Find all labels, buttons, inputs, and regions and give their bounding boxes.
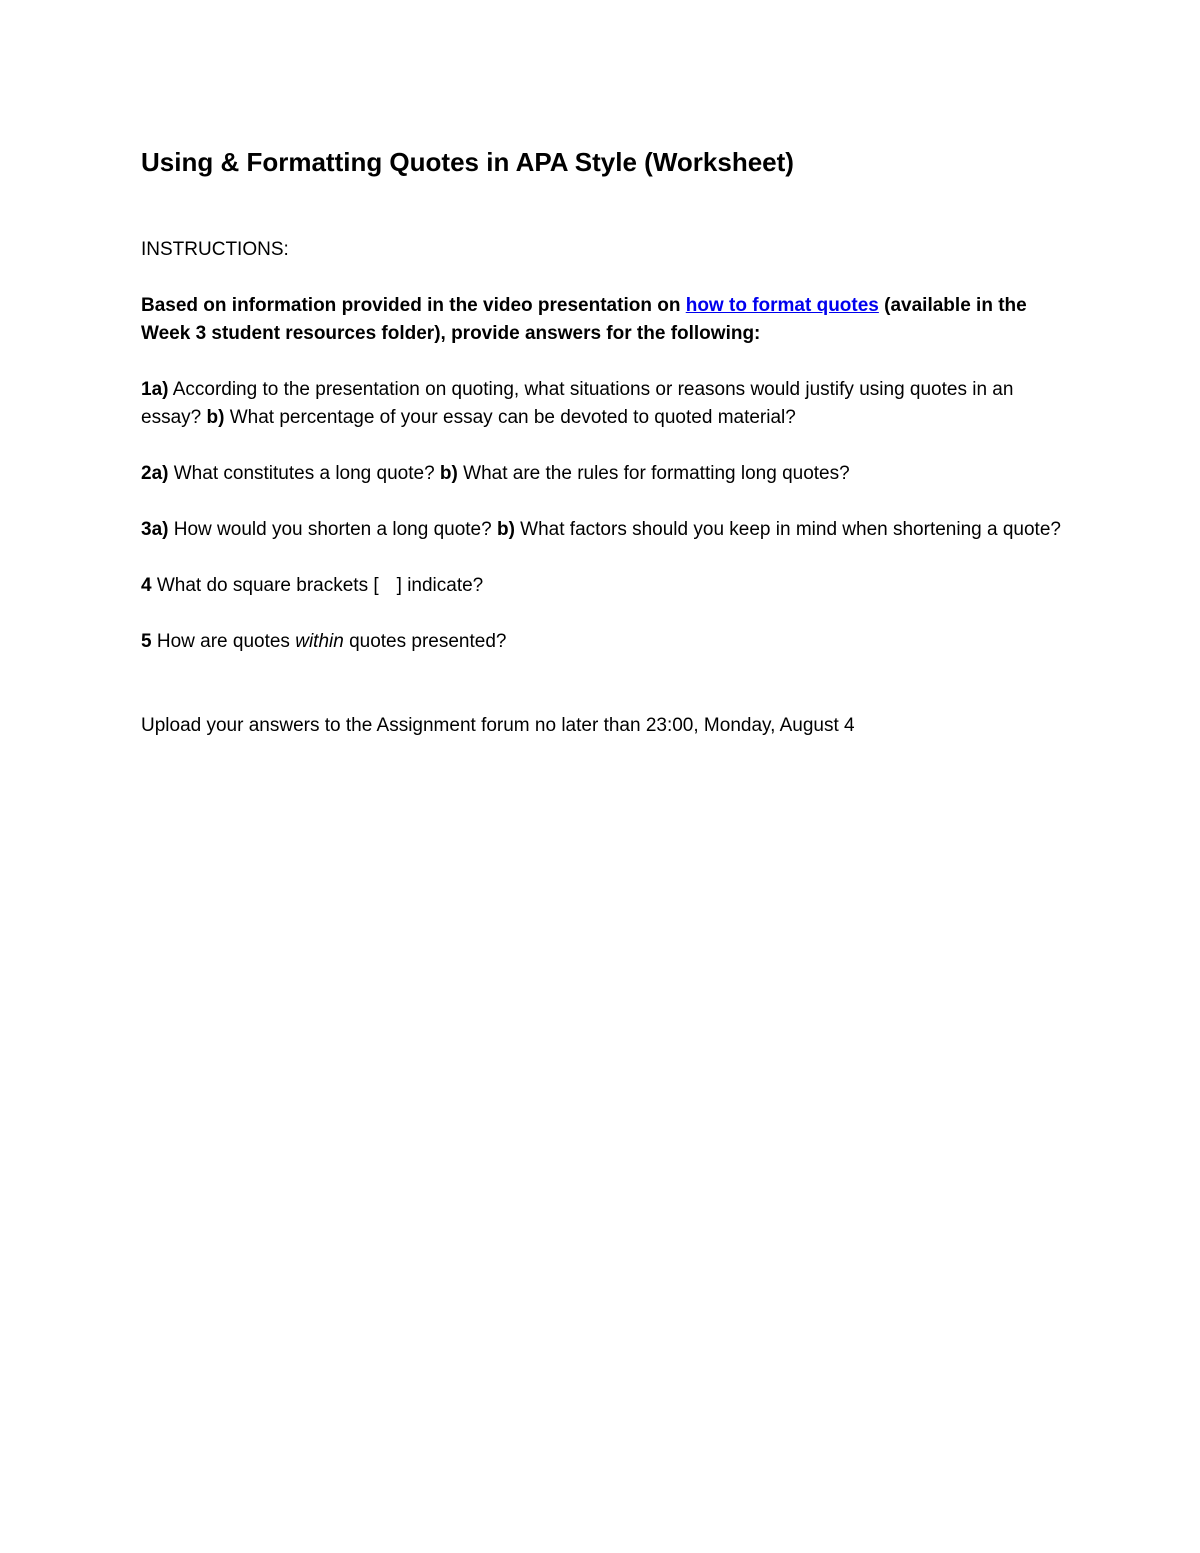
question-3a-text: How would you shorten a long quote? (168, 519, 497, 540)
question-5-emphasis: within (295, 631, 344, 652)
document-body (141, 142, 1061, 740)
question-3b-text: What factors should you keep in mind when shortening a quote? (514, 519, 1061, 540)
question-4-number: 4 (141, 575, 152, 596)
question-1 (141, 376, 1061, 432)
question-5-text-before: How are quotes (151, 631, 296, 652)
question-1a-text: According to the presentation on quoting, what situations or reasons would justify using quotes in an essay? (141, 379, 1014, 428)
instructions-heading: INSTRUCTIONS: (141, 239, 289, 260)
question-1a-number: 1a) (141, 379, 169, 400)
intro-paragraph (141, 292, 1061, 348)
question-2a-text: What constitutes a long quote? (168, 463, 440, 484)
question-2b-number: b) (439, 463, 458, 484)
intro-text-before-link: Based on information provided in the video presentation on (141, 295, 686, 316)
upload-instructions: Upload your answers to the Assignment forum no later than 23:00, Monday, August 4 (141, 715, 855, 736)
document-title: Using & Formatting Quotes in APA Style (Worksheet) (141, 147, 794, 177)
question-5-number: 5 (141, 631, 152, 652)
question-3a-number: 3a) (141, 519, 169, 540)
question-5 (141, 628, 1061, 656)
question-5-text-after: quotes presented? (343, 631, 507, 652)
question-2b-text: What are the rules for formatting long quotes? (457, 463, 850, 484)
question-1b-text: What percentage of your essay can be devoted to quoted material? (224, 407, 796, 428)
question-4-text-before: What do square brackets [ (151, 575, 379, 596)
question-2a-number: 2a) (141, 463, 169, 484)
question-4-text-after: ] indicate? (396, 575, 484, 596)
question-3 (141, 516, 1061, 544)
how-to-format-quotes-link[interactable]: how to format quotes (685, 295, 879, 316)
question-1b-number: b) (206, 407, 225, 428)
question-3b-number: b) (496, 519, 515, 540)
question-4 (141, 572, 1061, 600)
question-2 (141, 460, 1061, 488)
intro-text-after-link: (available in the Week 3 student resources folder), provide answers for the following: (141, 295, 1027, 344)
